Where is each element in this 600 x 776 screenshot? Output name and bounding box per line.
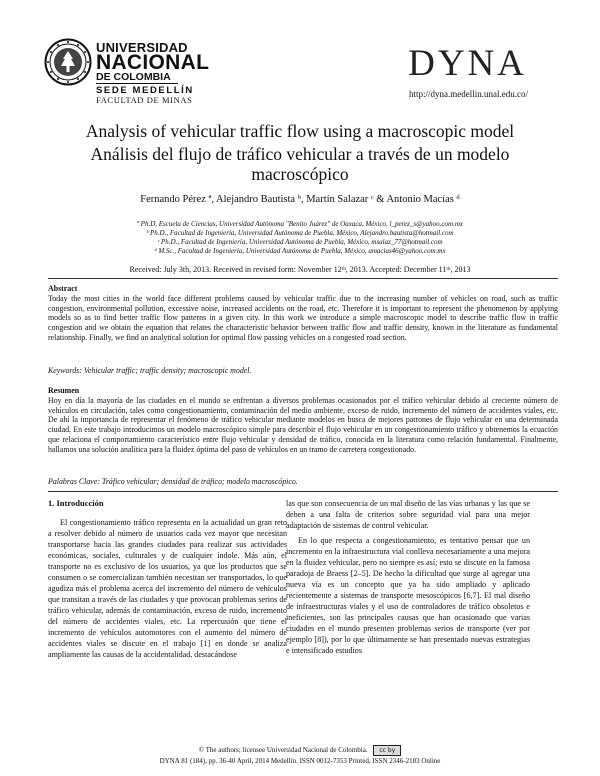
journal-url[interactable]: http://dyna.medellin.unal.edu.co/: [409, 89, 528, 99]
received-dates: Received: July 3th, 2013. Received in revised form: November 12ᵗʰ, 2013. Accepted: December 11ᵗʰ, 2013: [129, 265, 471, 274]
keywords-english-text: Keywords: Vehicular traffic; traffic density; macroscopic model.: [48, 366, 252, 375]
abstract-heading: Abstract: [48, 284, 78, 293]
logo-divider: [96, 83, 178, 84]
affiliation-c: ᶜ Ph.D., Facultad de Ingeniería, Universidad Autónoma de Puebla, México, msalaz_77@hotmail.com: [157, 238, 443, 246]
affiliation-d: ᵈ M.Sc., Facultad de Ingeniería, Universidad Autónoma de Puebla, México, amacias46@yahoo.com.mx: [154, 247, 446, 255]
university-name-line2: NACIONAL: [96, 51, 210, 74]
faculty-name: FACULTAD DE MINAS: [96, 95, 193, 105]
section-heading-introduction: 1. Introducción: [48, 498, 104, 508]
keywords-spanish: [48, 477, 558, 487]
authors: Fernando Pérez ª, Alejandro Bautista ᵇ, Martín Salazar ᶜ & Antonio Macías ᵈ: [140, 194, 460, 205]
citation-line: DYNA 81 (184), pp. 36-40 April, 2014 Medellín. ISSN 0012-7353 Printed, ISSN 2346-2183 Online: [159, 757, 441, 765]
intro-paragraph-1: El congestionamiento tráfico representa en la actualidad un gran reto a resolver debido al número de usuarios cada vez mayor que necesitan transportarse hacia las grandes ciudades para realizar sus actividades económicas, sociales, culturales y de cualquier índole. Más aún, el transporte no es exclusivo de los usuarios, ya que los productos que se consumen o se comercializan también necesitan ser transportados, lo que agudiza más el problema acerca del incremento del número de vehículos que transitan a través de las ciudades y que provocan problemas serios de tráfico vehicular, además de contaminación, exceso de ruido, incremento del número de accidentes viales, etc. La repercusión que tiene el incremento de vehículos automotores con el aumento del número de accidentes viales se discute en el trabajo [1] en donde se analiza ampliamente las causas de la accidentalidad, destacándose: [48, 518, 287, 659]
title-spanish-line1: Análisis del flujo de tráfico vehicular a través de un modelo: [90, 144, 510, 164]
resumen-section: [48, 386, 558, 455]
license-line: [0, 745, 600, 756]
journal-logo: DYNA: [408, 43, 527, 84]
license-text: © The authors; licensee Universidad Nacional de Colombia.: [198, 746, 368, 755]
resumen-heading: Resumen: [48, 386, 80, 395]
keywords-spanish-text: Palabras Clave: Tráfico vehicular; densidad de tráfico; modelo macroscópico.: [48, 477, 298, 486]
intro-paragraph-1-continued: las que son consecuencia de un mal diseño de las vías urbanas y las que se deben a una falta de criterios sobre seguridad vial para una mejor adaptación de sistemas de control vehicular.: [286, 499, 530, 530]
title-english: Analysis of vehicular traffic flow using a macroscopic model: [85, 121, 515, 141]
middle-divider: [48, 491, 558, 492]
affiliation-a: ª Ph.D, Escuela de Ciencias, Universidad Autónoma "Benito Juárez" de Oaxaca, México, l_perez_s@yahoo.com.mx: [137, 220, 463, 228]
title-spanish-line2: macroscópico: [251, 164, 349, 184]
keywords-english: [48, 366, 558, 376]
left-column: [48, 498, 287, 664]
university-seal-icon: [44, 38, 92, 86]
top-divider: [48, 278, 558, 279]
university-name-line3: DE COLOMBIA: [96, 71, 171, 83]
creative-commons-icon: cc by: [373, 745, 401, 756]
abstract-section: [48, 284, 558, 343]
resumen-text: Hoy en día la mayoría de las ciudades en el mundo se enfrentan a diversos problemas ocasionados por el tráfico vehicular debido al creciente número de vehículos en circulación, tales como congestionamiento, contaminación del medio ambiente, exceso de ruido, incremento del número de accidentes viales, etc. De ahí la importancia de representar el fenómeno de tráfico vehicular mediante modelos en busca de mejores patrones de flujo vehicular en una determinada ciudad. En este trabajo introducimos un modelo macroscópico simple para describir el flujo vehicular en un congestionamiento tráfico y obtenemos la ecuación que relaciona el comportamiento característico entre flujo vehicular y densidad de tráfico, conocida en la literatura como relación fundamental. Finalmente, hallamos una solución analítica para la fluidez óptima del paso de vehículos en un tramo de carretera congestionado.: [48, 395, 558, 454]
right-column: [286, 498, 530, 660]
affiliation-b: ᵇ Ph.D., Facultad de Ingeniería, Universidad Autónoma de Puebla, México, Alejandro.bautista@hotmail.com: [146, 229, 454, 237]
campus-name: SEDE MEDELLÍN: [96, 85, 194, 96]
abstract-text: Today the most cities in the world face different problems caused by vehicular traffic due to the increasing number of vehicles on road, such as traffic congestion, environmental pollution, excessive noise, increased accidents on the road, etc. Therefore it is important to represent the phenomenon by applying models so as to find better traffic flow patterns in a given city. In this work we introduce a simple macroscopic model to describe traffic flow in traffic congestion and we obtain the equation that relates the characteristic behavior between traffic flow and traffic density, known in the literature as fundamental relationship. Finally, we find an analytical solution for optimal flow passing vehicles on a congested road section.: [48, 293, 558, 342]
university-name-line1: UNIVERSIDAD: [96, 40, 188, 55]
intro-paragraph-2: En lo que respecta a congestionamiento, es tentativo pensar que un incremento en la infraestructura vial conlleva necesariamente a una mejora en la fluidez vehicular, pero no siempre es así; esto se discute en la famosa paradoja de Braess [2–5]. De hecho la dificultad que surge al agregar una nueva vía es un concepto que ya ha sido ampliado y aplicado recientemente a sistemas de transporte mesoscópicos [6,7]. El mal diseño de infraestructuras viales y el uso de controladores de tráfico obsoletos e ineficientes, son las principales causas que han ocasionado que varias ciudades en el mundo presenten problemas serios de transporte (ver por ejemplo [8]), por lo que últimamente se han presentado nuevas estrategias e intensificado estudios: [286, 536, 530, 655]
